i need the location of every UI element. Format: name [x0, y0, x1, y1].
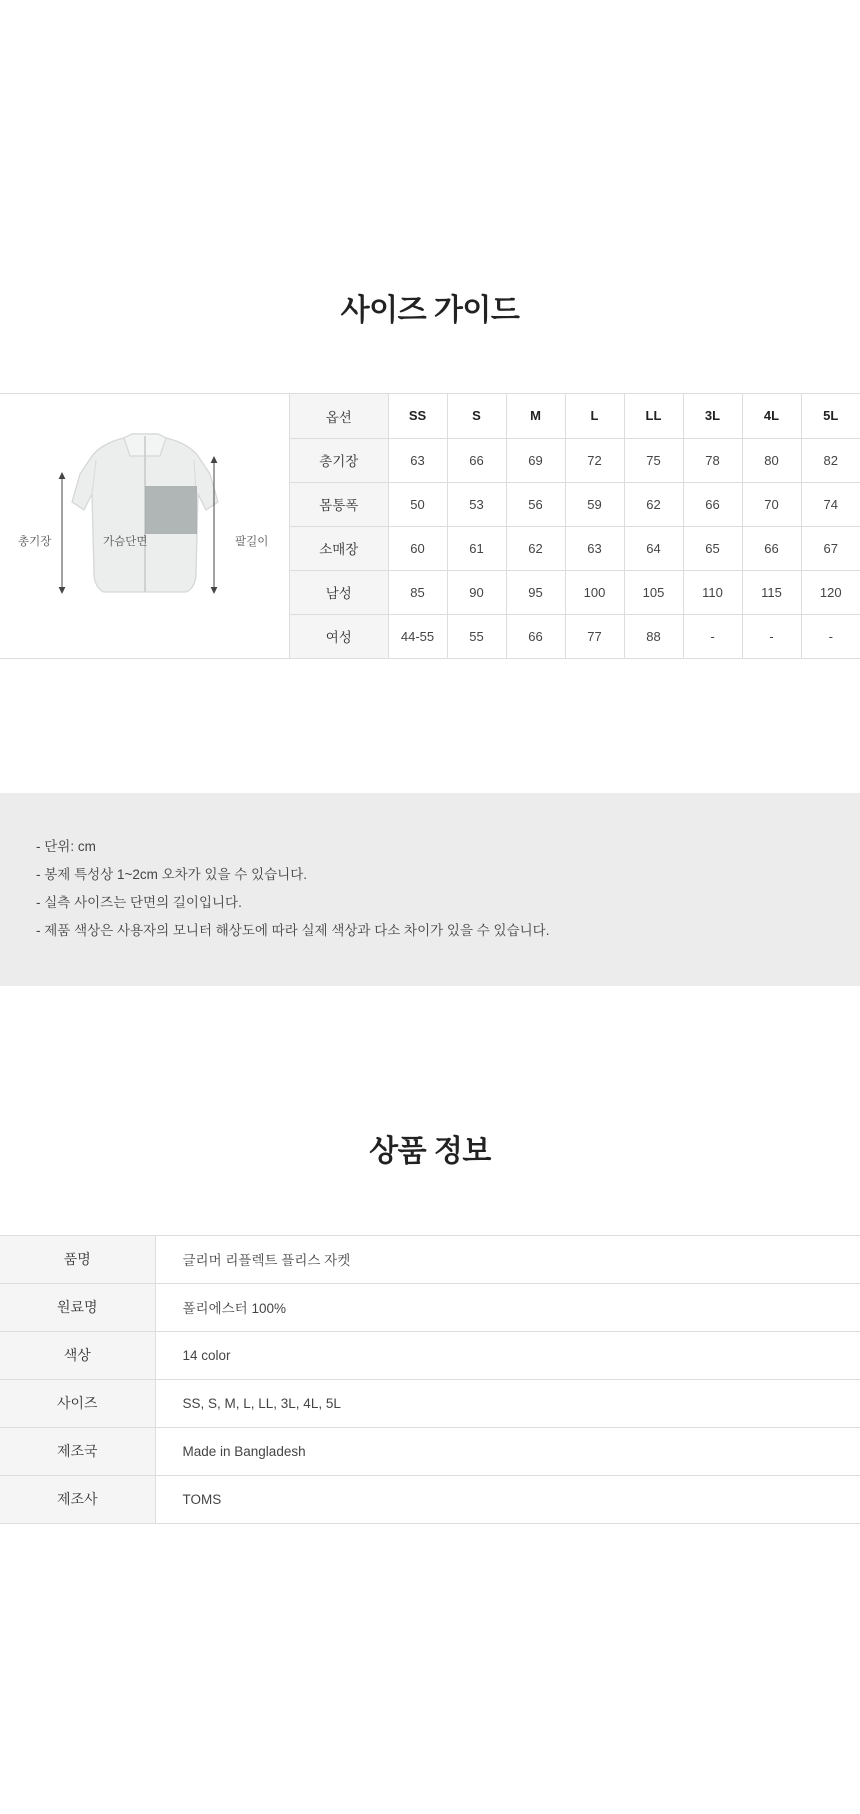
size-row-label: 남성 — [290, 570, 388, 614]
info-value-material: 폴리에스터 100% — [155, 1283, 860, 1331]
size-cell: 50 — [388, 482, 447, 526]
size-cell: 72 — [565, 438, 624, 482]
size-cell: 63 — [565, 526, 624, 570]
product-info-heading: 상품 정보 — [369, 1134, 491, 1168]
size-table-col-ss: SS — [388, 394, 447, 438]
size-cell: - — [742, 614, 801, 658]
size-cell: 66 — [447, 438, 506, 482]
size-cell: 105 — [624, 570, 683, 614]
info-value-product-name: 글리머 리플렉트 플리스 자켓 — [155, 1235, 860, 1283]
size-row-label: 몸통폭 — [290, 482, 388, 526]
note-line: - 봉제 특성상 1~2cm 오차가 있을 수 있습니다. — [36, 866, 308, 882]
size-row-label: 소매장 — [290, 526, 388, 570]
figure-label-sleeve-length: 팔길이 — [235, 536, 269, 548]
table-row — [290, 614, 860, 658]
size-cell: 63 — [388, 438, 447, 482]
product-info-table — [0, 1235, 860, 1524]
size-guide-heading: 사이즈 가이드 — [340, 294, 520, 327]
size-cell: 88 — [624, 614, 683, 658]
info-label-manufacturer: 제조사 — [0, 1475, 155, 1523]
note-line: - 실측 사이즈는 단면의 길이입니다. — [36, 894, 242, 910]
size-table-col-5l: 5L — [801, 394, 860, 438]
jacket-illustration-icon — [0, 394, 290, 658]
table-row — [290, 438, 860, 482]
info-value-color: 14 color — [155, 1331, 860, 1379]
size-cell: 66 — [506, 614, 565, 658]
table-row — [290, 526, 860, 570]
size-cell: 44-55 — [388, 614, 447, 658]
info-value-country: Made in Bangladesh — [155, 1427, 860, 1475]
size-cell: 62 — [624, 482, 683, 526]
size-notes-band — [0, 793, 860, 986]
size-cell: 53 — [447, 482, 506, 526]
size-cell: 70 — [742, 482, 801, 526]
info-value-size: SS, S, M, L, LL, 3L, 4L, 5L — [155, 1379, 860, 1427]
figure-label-chest-width: 가슴단면 — [103, 536, 148, 548]
table-row — [0, 1235, 860, 1283]
size-cell: 67 — [801, 526, 860, 570]
size-guide-block — [0, 393, 860, 659]
size-cell: 66 — [742, 526, 801, 570]
size-table-col-ll: LL — [624, 394, 683, 438]
product-info-body — [0, 1235, 860, 1523]
size-cell: 82 — [801, 438, 860, 482]
size-cell: - — [828, 628, 833, 644]
bottom-spacer — [0, 1524, 860, 1814]
table-row — [0, 1475, 860, 1523]
info-label-color: 색상 — [0, 1331, 155, 1379]
size-cell: 60 — [388, 526, 447, 570]
size-cell: 74 — [801, 482, 860, 526]
size-cell: 65 — [683, 526, 742, 570]
size-table-col-4l: 4L — [742, 394, 801, 438]
info-label-country: 제조국 — [0, 1427, 155, 1475]
table-row — [290, 394, 860, 438]
size-cell: 64 — [624, 526, 683, 570]
info-label-material: 원료명 — [0, 1283, 155, 1331]
size-table-col-m: M — [506, 394, 565, 438]
size-cell: 78 — [683, 438, 742, 482]
garment-diagram — [0, 394, 290, 658]
table-row — [0, 1427, 860, 1475]
size-cell: 90 — [447, 570, 506, 614]
size-row-label: 총기장 — [290, 438, 388, 482]
size-table-col-s: S — [447, 394, 506, 438]
figure-label-total-length: 총기장 — [18, 536, 52, 548]
size-cell: 95 — [506, 570, 565, 614]
info-label-size: 사이즈 — [0, 1379, 155, 1427]
size-table-body — [290, 438, 860, 658]
size-cell: 110 — [683, 570, 742, 614]
size-table-col-l: L — [565, 394, 624, 438]
table-row — [0, 1379, 860, 1427]
size-cell: 66 — [683, 482, 742, 526]
size-cell: 61 — [447, 526, 506, 570]
size-table-col-option: 옵션 — [290, 394, 388, 438]
size-row-label: 여성 — [290, 614, 388, 658]
size-cell: - — [683, 614, 742, 658]
size-table-header — [290, 394, 860, 438]
note-line: - 단위: cm — [36, 839, 96, 854]
size-table-col-3l: 3L — [683, 394, 742, 438]
info-value-manufacturer: TOMS — [155, 1475, 860, 1523]
table-row — [290, 570, 860, 614]
size-table — [290, 394, 860, 658]
garment-diagram-cell — [0, 394, 290, 658]
size-cell: 80 — [742, 438, 801, 482]
table-row — [0, 1331, 860, 1379]
size-cell: 75 — [624, 438, 683, 482]
size-cell: 120 — [801, 570, 860, 614]
table-row — [0, 1283, 860, 1331]
info-label-product-name: 품명 — [0, 1235, 155, 1283]
note-line: - 제품 색상은 사용자의 모니터 해상도에 따라 실제 색상과 다소 차이가 있을 수 있습니다. — [36, 922, 550, 938]
size-cell: 55 — [447, 614, 506, 658]
size-cell: 100 — [565, 570, 624, 614]
size-cell: 59 — [565, 482, 624, 526]
size-cell: 56 — [506, 482, 565, 526]
size-cell: 69 — [506, 438, 565, 482]
size-cell: 77 — [565, 614, 624, 658]
size-cell: 85 — [388, 570, 447, 614]
table-row — [290, 482, 860, 526]
size-cell: 62 — [506, 526, 565, 570]
size-cell: 115 — [742, 570, 801, 614]
